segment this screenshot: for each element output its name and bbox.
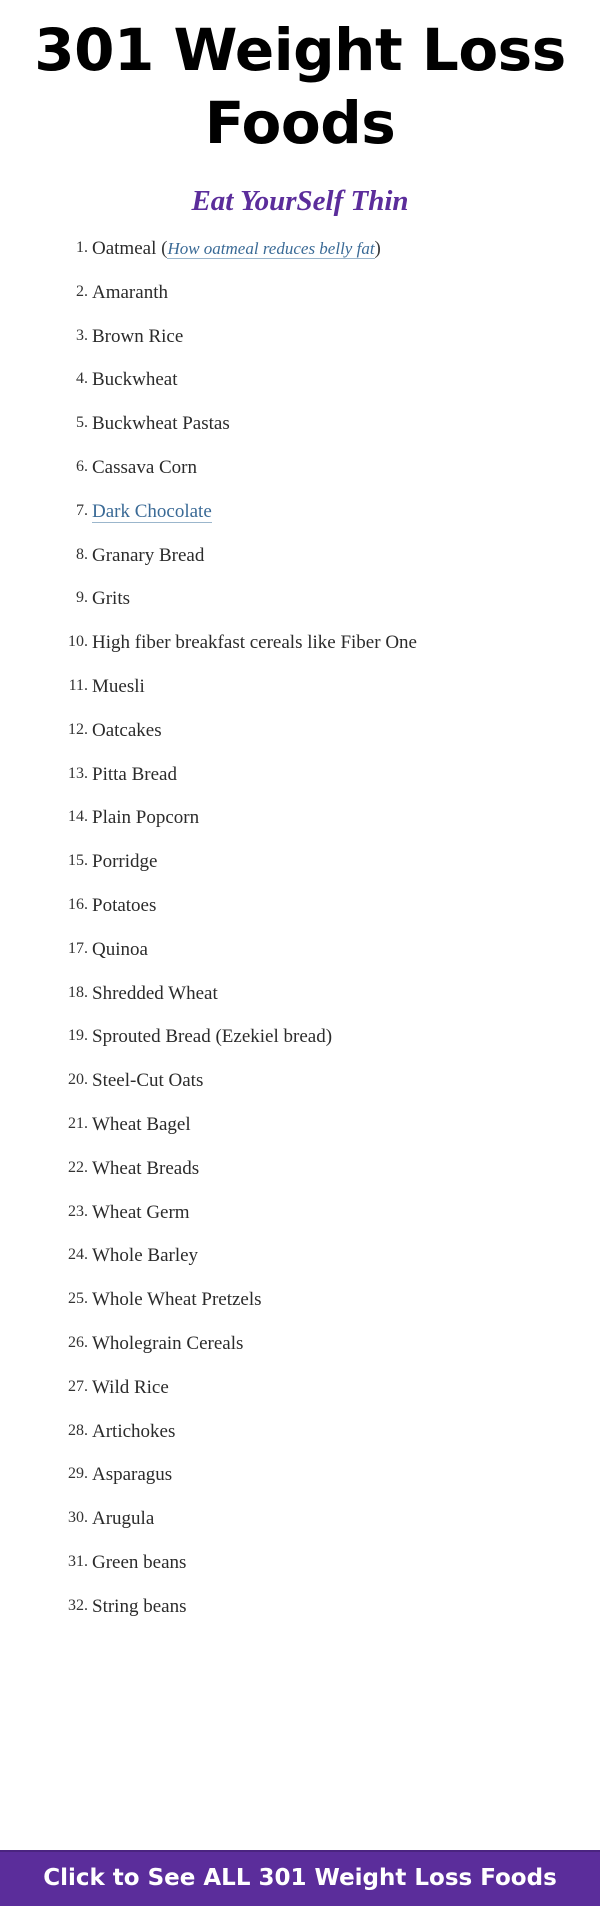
- list-item-label: Arugula: [92, 1508, 155, 1530]
- list-item: [60, 1245, 576, 1268]
- list-item: [60, 939, 576, 962]
- list-item-label: Buckwheat: [92, 369, 178, 391]
- list-item-label: Wild Rice: [92, 1376, 169, 1398]
- list-item-label: String beans: [92, 1595, 187, 1617]
- list-item: [60, 764, 576, 787]
- list-item: [60, 1289, 576, 1312]
- list-item: [60, 1333, 576, 1356]
- list-item-label: Pitta Bread: [92, 763, 177, 785]
- list-item-label: High fiber breakfast cereals like Fiber One: [92, 632, 417, 654]
- list-item-label: Green beans: [92, 1551, 187, 1573]
- list-item-label: Artichokes: [92, 1420, 176, 1442]
- page-subtitle: Eat YourSelf Thin: [191, 185, 409, 217]
- list-item: [60, 676, 576, 699]
- list-item: [60, 983, 576, 1006]
- article-page: [0, 14, 600, 1906]
- list-item: [60, 807, 576, 830]
- list-item-label: Wheat Breads: [92, 1157, 200, 1179]
- list-item: [60, 413, 576, 436]
- list-item: [60, 895, 576, 918]
- list-item-note: (How oatmeal reduces belly fat): [156, 238, 381, 259]
- list-item: [60, 501, 576, 524]
- list-item: [60, 1421, 576, 1444]
- list-item-label: Plain Popcorn: [92, 807, 200, 829]
- list-item: [60, 588, 576, 611]
- list-item: [60, 851, 576, 874]
- list-item-label: Whole Wheat Pretzels: [92, 1289, 262, 1311]
- list-item-label: Sprouted Bread (Ezekiel bread): [92, 1026, 333, 1048]
- list-item-label: Potatoes: [92, 894, 157, 916]
- list-item: [60, 1552, 576, 1575]
- list-item: [60, 545, 576, 568]
- list-item: [60, 720, 576, 743]
- page-title: 301 Weight Loss Foods: [34, 16, 566, 157]
- list-item: [60, 1070, 576, 1093]
- list-item: [60, 1158, 576, 1181]
- list-item-label: Wheat Germ: [92, 1201, 190, 1223]
- list-item-label: Brown Rice: [92, 325, 184, 347]
- list-item: [60, 238, 576, 261]
- list-item-label: Wheat Bagel: [92, 1113, 191, 1135]
- list-item: [60, 326, 576, 349]
- list-item: [60, 1596, 576, 1619]
- list-item-label: Oatmeal: [92, 238, 157, 259]
- list-item-label: Grits: [92, 588, 130, 610]
- list-item-label: Asparagus: [92, 1464, 173, 1486]
- food-list: [0, 238, 600, 1619]
- list-item: [60, 457, 576, 480]
- list-item: [60, 1508, 576, 1531]
- cta-banner-button[interactable]: Click to See ALL 301 Weight Loss Foods: [0, 1850, 600, 1906]
- list-item-note-link[interactable]: How oatmeal reduces belly fat: [167, 239, 375, 258]
- list-item-label: Whole Barley: [92, 1245, 199, 1267]
- list-item: [60, 1114, 576, 1137]
- list-item: [60, 1377, 576, 1400]
- list-item: [60, 632, 576, 655]
- list-item-label: Amaranth: [92, 281, 168, 303]
- list-item: [60, 1202, 576, 1225]
- list-item: [60, 1026, 576, 1049]
- list-item-label: Quinoa: [92, 938, 148, 960]
- list-item-label: Muesli: [92, 675, 145, 697]
- list-item-label: Steel-Cut Oats: [92, 1070, 204, 1092]
- list-item-label: Wholegrain Cereals: [92, 1332, 244, 1354]
- list-item: [60, 282, 576, 305]
- list-item: [60, 1464, 576, 1487]
- list-item-label[interactable]: Dark Chocolate: [92, 500, 212, 522]
- list-item-label: Porridge: [92, 851, 158, 873]
- list-item-label: Shredded Wheat: [92, 982, 218, 1004]
- list-item-label: Granary Bread: [92, 544, 205, 566]
- list-item-label: Buckwheat Pastas: [92, 413, 230, 435]
- list-item-label: Oatcakes: [92, 719, 162, 741]
- list-item: [60, 369, 576, 392]
- list-item-label: Cassava Corn: [92, 456, 198, 478]
